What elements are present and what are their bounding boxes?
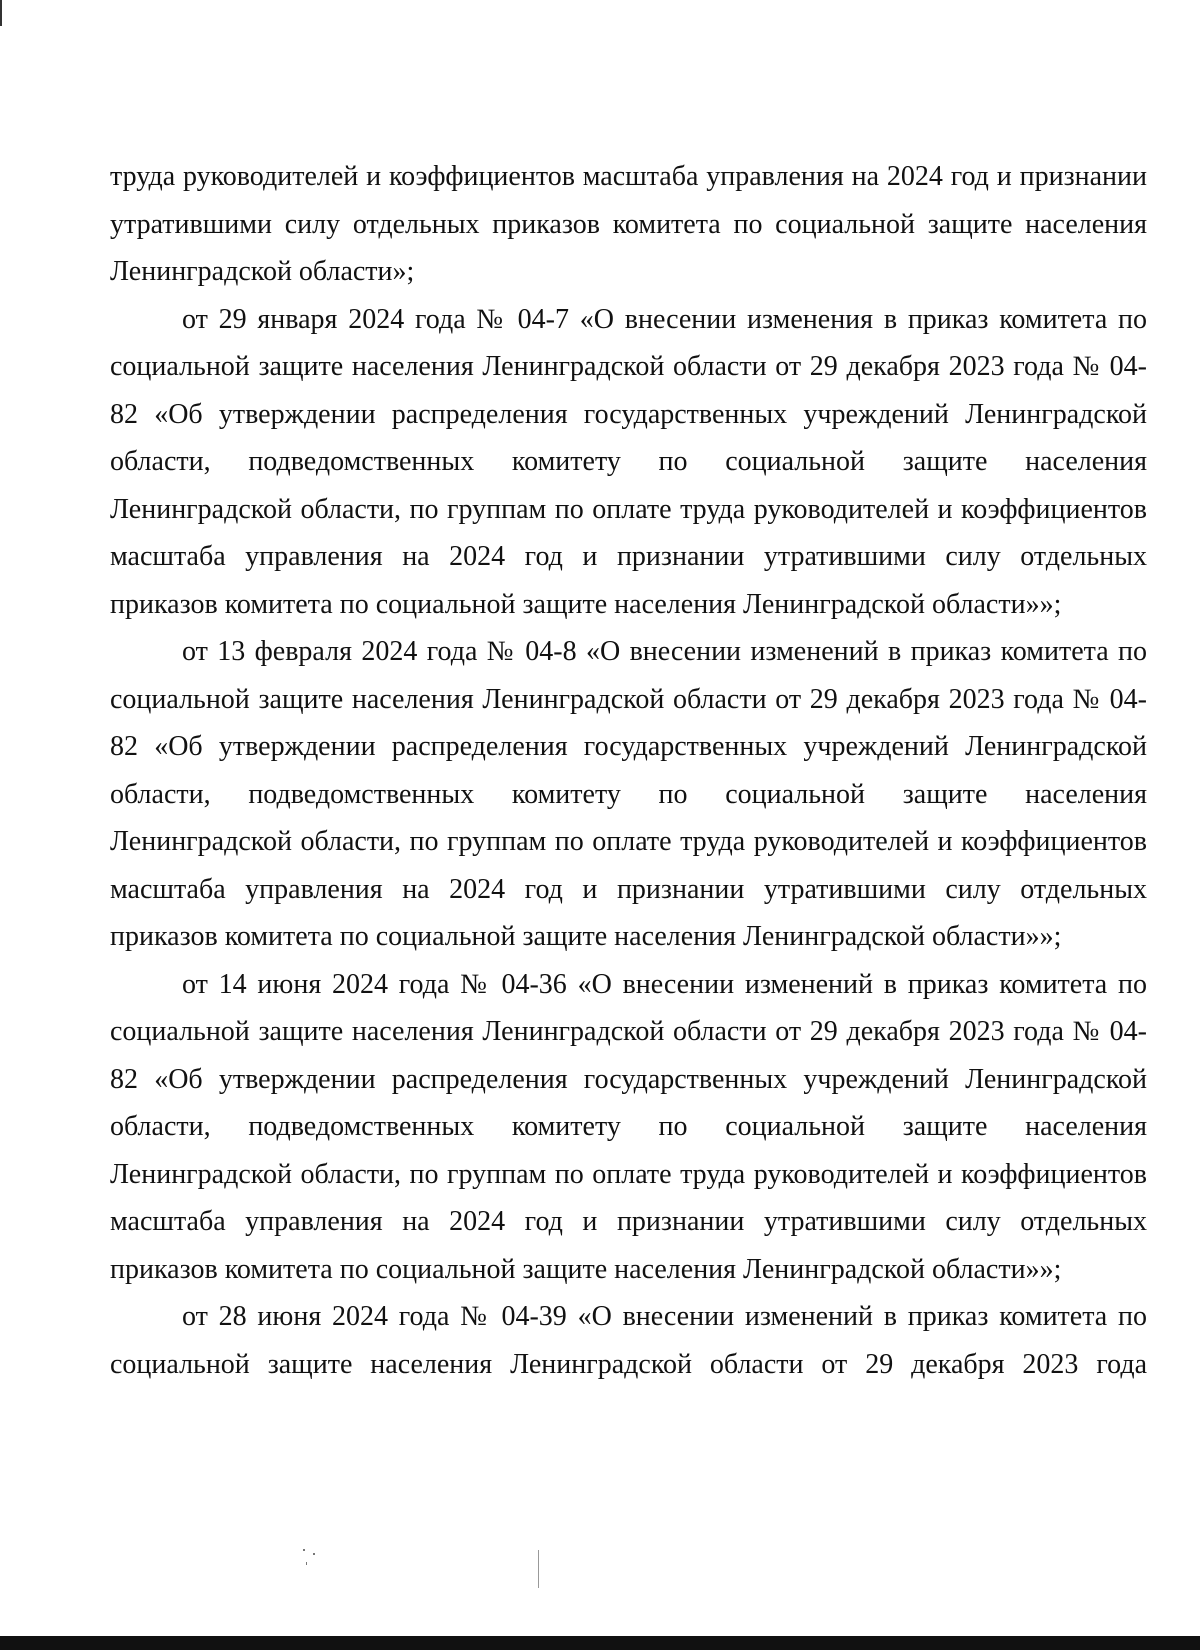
paragraph-order-04-36: от 14 июня 2024 года № 04-36 «О внесении изменений в приказ комитета по социальной защите населения Ленинградской области от 29 декабря 2023 года № 04-82 «Об утверждении распределения государственных учреждений Ленинградской области, подведомственных комитету по социальной защите населения Ленинградской области, по группам по оплате труда руководителей и коэффициентов масштаба управления на 2024 год и признании утратившими силу отдельных приказов комитета по социальной защите населения Ленинградской области»»; — [110, 968, 1147, 1285]
document-body — [110, 153, 1147, 1388]
paragraph-order-04-39: от 28 июня 2024 года № 04-39 «О внесении изменений в приказ комитета по социальной защите населения Ленинградской области от 29 декабря 2023 года — [110, 1301, 1147, 1380]
scan-line-artifact — [538, 1550, 539, 1588]
scan-speck — [303, 1549, 305, 1551]
scan-speck — [306, 1562, 307, 1565]
paragraph-continuation: труда руководителей и коэффициентов масштаба управления на 2024 год и признании утратившими силу отдельных приказов комитета по социальной защите населения Ленинградской области»; — [110, 161, 1147, 287]
scan-speck — [313, 1553, 315, 1555]
paragraph-order-04-8: от 13 февраля 2024 года № 04-8 «О внесении изменений в приказ комитета по социальной защите населения Ленинградской области от 29 декабря 2023 года № 04-82 «Об утверждении распределения государственных учреждений Ленинградской области, подведомственных комитету по социальной защите населения Ленинградской области, по группам по оплате труда руководителей и коэффициентов масштаба управления на 2024 год и признании утратившими силу отдельных приказов комитета по социальной защите населения Ленинградской области»»; — [110, 636, 1147, 952]
scan-edge-mark — [0, 0, 2, 26]
scan-bottom-border — [0, 1636, 1200, 1650]
paragraph-order-04-7: от 29 января 2024 года № 04-7 «О внесении изменения в приказ комитета по социальной защите населения Ленинградской области от 29 декабря 2023 года № 04-82 «Об утверждении распределения государственных учреждений Ленинградской области, подведомственных комитету по социальной защите населения Ленинградской области, по группам по оплате труда руководителей и коэффициентов масштаба управления на 2024 год и признании утратившими силу отдельных приказов комитета по социальной защите населения Ленинградской области»»; — [110, 303, 1147, 620]
